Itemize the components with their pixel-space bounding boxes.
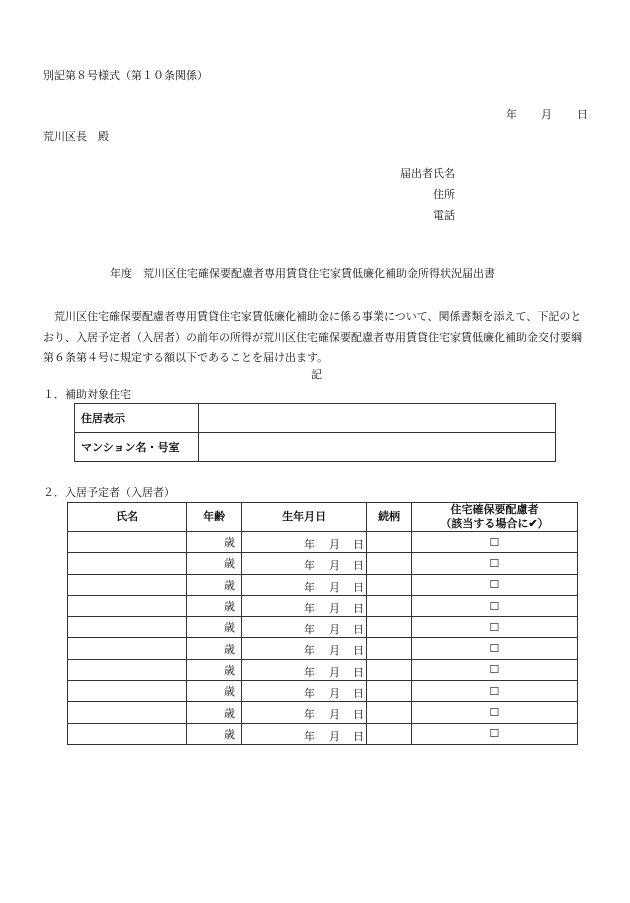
resident-relation-field[interactable] [367, 638, 412, 659]
dob-year-unit: 年 [303, 708, 315, 722]
table-row [68, 532, 578, 553]
age-unit: 歳 [223, 727, 235, 741]
section1-heading: １．補助対象住宅 [43, 388, 131, 401]
resident-dob-field[interactable] [241, 617, 366, 638]
resident-relation-field[interactable] [367, 595, 412, 616]
resident-relation-field[interactable] [367, 617, 412, 638]
age-unit: 歳 [223, 685, 235, 699]
housing-table [74, 403, 556, 462]
dob-year-unit: 年 [303, 580, 315, 594]
table-row [68, 595, 578, 616]
age-unit: 歳 [223, 536, 235, 550]
ki-label: 記 [311, 368, 322, 381]
header-priority-line2: （該当する場合に✔） [440, 517, 549, 530]
header-dob: 生年月日 [241, 503, 366, 532]
dob-month-unit: 月 [328, 601, 340, 615]
dob-year-unit: 年 [303, 538, 315, 551]
resident-name-field[interactable] [68, 659, 187, 680]
table-row [75, 404, 556, 433]
form-id: 別記第８号様式（第１０条関係） [43, 69, 208, 82]
age-unit: 歳 [223, 600, 235, 614]
dob-month-unit: 月 [328, 708, 340, 722]
section2-heading: ２．入居予定者（入居者） [43, 486, 175, 499]
dob-year-unit: 年 [303, 687, 315, 701]
resident-relation-field[interactable] [367, 574, 412, 595]
address-field[interactable] [199, 404, 556, 433]
residents-table [67, 502, 578, 745]
resident-relation-field[interactable] [367, 553, 412, 574]
date-year: 年 [506, 108, 517, 121]
dob-month-unit: 月 [328, 580, 340, 594]
resident-relation-field[interactable] [367, 659, 412, 680]
resident-dob-field[interactable] [241, 681, 366, 702]
dob-month-unit: 月 [328, 644, 340, 658]
table-row [68, 659, 578, 680]
dob-month-unit: 月 [328, 623, 340, 637]
dob-year-unit: 年 [303, 644, 315, 658]
resident-dob-field[interactable] [241, 638, 366, 659]
resident-age-field[interactable] [187, 702, 242, 723]
body-text: 荒川区住宅確保要配慮者専用賃貸住宅家賃低廉化補助金に係る事業について、関係書類を添えて、下記のとおり、入居予定者（入居者）の前年の所得が荒川区住宅確保要配慮者専用賃貸住宅家賃低廉化補助金交付要綱第６条第４号に規定する額以下であることを届け出ます。 [43, 310, 582, 364]
resident-dob-field[interactable] [241, 702, 366, 723]
dob-day-unit: 日 [352, 601, 364, 615]
resident-name-field[interactable] [68, 638, 187, 659]
priority-checkbox[interactable]: ☐ [411, 617, 577, 638]
priority-checkbox[interactable]: ☐ [411, 553, 577, 574]
resident-age-field[interactable] [187, 574, 242, 595]
dob-year-unit: 年 [303, 559, 315, 573]
priority-checkbox[interactable]: ☐ [411, 574, 577, 595]
dob-day-unit: 日 [352, 729, 364, 743]
table-row [68, 574, 578, 595]
resident-relation-field[interactable] [367, 723, 412, 744]
resident-name-field[interactable] [68, 553, 187, 574]
priority-checkbox[interactable]: ☐ [411, 723, 577, 744]
table-row [68, 702, 578, 723]
resident-age-field[interactable] [187, 595, 242, 616]
resident-age-field[interactable] [187, 553, 242, 574]
building-room-field[interactable] [199, 433, 556, 462]
document-title: 年度 荒川区住宅確保要配慮者専用賃貸住宅家賃低廉化補助金所得状況届出書 [110, 267, 495, 280]
dob-month-unit: 月 [328, 687, 340, 701]
dob-month-unit: 月 [328, 665, 340, 679]
header-priority-line1: 住宅確保要配慮者 [450, 503, 539, 517]
dob-day-unit: 日 [352, 623, 364, 637]
priority-checkbox[interactable]: ☐ [411, 532, 577, 553]
table-row [68, 617, 578, 638]
age-unit: 歳 [223, 621, 235, 635]
resident-relation-field[interactable] [367, 702, 412, 723]
resident-name-field[interactable] [68, 702, 187, 723]
dob-year-unit: 年 [303, 623, 315, 637]
resident-age-field[interactable] [187, 532, 242, 553]
dob-day-unit: 日 [352, 708, 364, 722]
header-priority [411, 503, 577, 532]
dob-month-unit: 月 [328, 559, 340, 573]
age-unit: 歳 [223, 642, 235, 656]
header-relation: 続柄 [367, 503, 412, 532]
resident-name-field[interactable] [68, 723, 187, 744]
dob-day-unit: 日 [352, 538, 364, 551]
dob-year-unit: 年 [303, 729, 315, 743]
date-month: 月 [541, 108, 552, 121]
priority-checkbox[interactable]: ☐ [411, 595, 577, 616]
building-room-label: マンション名・号室 [75, 433, 199, 462]
resident-relation-field[interactable] [367, 532, 412, 553]
dob-day-unit: 日 [352, 580, 364, 594]
resident-dob-field[interactable] [241, 659, 366, 680]
dob-day-unit: 日 [352, 665, 364, 679]
address-label: 住居表示 [75, 404, 199, 433]
priority-checkbox[interactable]: ☐ [411, 702, 577, 723]
table-header-row [68, 503, 578, 532]
dob-month-unit: 月 [328, 538, 340, 551]
dob-day-unit: 日 [352, 687, 364, 701]
table-row [68, 681, 578, 702]
resident-name-field[interactable] [68, 574, 187, 595]
table-row [68, 638, 578, 659]
resident-name-field[interactable] [68, 595, 187, 616]
age-unit: 歳 [223, 663, 235, 677]
resident-name-field[interactable] [68, 681, 187, 702]
resident-name-field[interactable] [68, 532, 187, 553]
resident-dob-field[interactable] [241, 723, 366, 744]
dob-year-unit: 年 [303, 665, 315, 679]
age-unit: 歳 [223, 706, 235, 720]
table-row [68, 553, 578, 574]
age-unit: 歳 [223, 578, 235, 592]
dob-day-unit: 日 [352, 559, 364, 573]
priority-checkbox[interactable]: ☐ [411, 659, 577, 680]
resident-age-field[interactable] [187, 617, 242, 638]
dob-month-unit: 月 [328, 729, 340, 743]
resident-dob-field[interactable] [241, 532, 366, 553]
resident-dob-field[interactable] [241, 574, 366, 595]
resident-name-field[interactable] [68, 617, 187, 638]
applicant-phone-label: 電話 [433, 209, 455, 222]
applicant-address-label: 住所 [433, 188, 455, 201]
dob-year-unit: 年 [303, 601, 315, 615]
resident-dob-field[interactable] [241, 595, 366, 616]
date-day: 日 [577, 108, 588, 121]
resident-dob-field[interactable] [241, 553, 366, 574]
dob-day-unit: 日 [352, 644, 364, 658]
header-age: 年齢 [187, 503, 242, 532]
resident-relation-field[interactable] [367, 681, 412, 702]
priority-checkbox[interactable]: ☐ [411, 681, 577, 702]
age-unit: 歳 [223, 557, 235, 571]
applicant-name-label: 届出者氏名 [400, 167, 455, 180]
table-row [68, 723, 578, 744]
priority-checkbox[interactable]: ☐ [411, 638, 577, 659]
resident-age-field[interactable] [187, 659, 242, 680]
resident-age-field[interactable] [187, 638, 242, 659]
resident-age-field[interactable] [187, 681, 242, 702]
table-row [75, 433, 556, 462]
addressee: 荒川区長 殿 [43, 130, 109, 143]
header-name: 氏名 [68, 503, 187, 532]
resident-age-field[interactable] [187, 723, 242, 744]
